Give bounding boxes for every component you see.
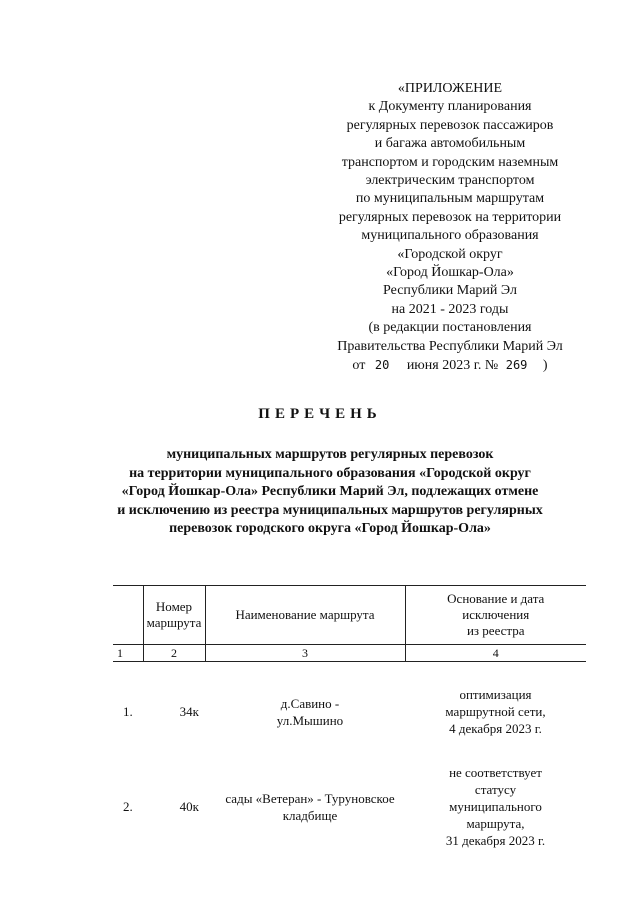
route-number: 40к: [179, 799, 199, 814]
date-day: 20: [374, 358, 390, 373]
appendix-line: регулярных перевозок пассажиров: [346, 117, 554, 133]
route-number: 34к: [179, 704, 199, 719]
appendix-date-line: [300, 356, 600, 375]
table-row: [113, 662, 586, 738]
appendix-line: Республики Марий Эл: [383, 283, 517, 299]
column-number: 4: [405, 645, 586, 662]
routes-table: [113, 585, 586, 849]
appendix-line: муниципального образования: [361, 228, 539, 244]
column-number: 1: [113, 645, 143, 662]
table-row: [113, 737, 586, 849]
subtitle-line: «Город Йошкар-Ола» Республики Марий Эл, подлежащих отмене: [121, 484, 539, 500]
column-number: 3: [205, 645, 405, 662]
subtitle-line: муниципальных маршрутов регулярных перевозок: [166, 447, 494, 462]
document-number: 269: [505, 358, 528, 373]
column-number-row: [113, 645, 586, 662]
date-suffix: ): [542, 358, 548, 374]
appendix-line: «Город Йошкар-Ола»: [386, 265, 514, 281]
appendix-line: электрическим транспортом: [365, 173, 535, 189]
exclusion-reason: не соответствует статусу муниципального маршрута, 31 декабря 2023 г.: [445, 765, 546, 848]
row-index: 2.: [123, 799, 133, 814]
subtitle-line: перевозок городского округа «Город Йошкар-Ола»: [169, 521, 491, 537]
document-subtitle: [80, 446, 580, 539]
appendix-line: на 2021 - 2023 годы: [391, 301, 509, 317]
appendix-line: Правительства Республики Марий Эл: [337, 338, 563, 354]
subtitle-line: на территории муниципального образования «Городской округ: [129, 465, 531, 481]
date-prefix: от: [352, 358, 366, 374]
header-index: [113, 586, 143, 645]
table-header-row: [113, 586, 586, 645]
document-heading: ПЕРЕЧЕНЬ: [258, 406, 382, 422]
header-route-name: Наименование маршрута: [205, 586, 405, 645]
appendix-line: по муниципальным маршрутам: [355, 191, 545, 207]
appendix-line: (в редакции постановления: [368, 320, 532, 336]
appendix-line: «ПРИЛОЖЕНИЕ: [397, 81, 503, 96]
column-number: 2: [143, 645, 205, 662]
row-index: 1.: [123, 704, 133, 719]
date-mid: июня 2023 г. №: [406, 358, 499, 374]
appendix-block: [300, 80, 600, 376]
appendix-line: регулярных перевозок на территории: [338, 209, 562, 225]
route-name: д.Савино - ул.Мышино: [276, 695, 344, 728]
subtitle-line: и исключению из реестра муниципальных маршрутов регулярных: [117, 502, 543, 518]
route-name: сады «Ветеран» - Туруновское кладбище: [225, 790, 395, 823]
header-reason: Основание и дата исключения из реестра: [405, 586, 586, 645]
exclusion-reason: оптимизация маршрутной сети, 4 декабря 2023 г.: [445, 687, 546, 736]
appendix-line: к Документу планирования: [368, 99, 532, 115]
appendix-line: «Городской округ: [397, 246, 503, 262]
header-route-number: Номер маршрута: [143, 586, 205, 645]
appendix-line: и багажа автомобильным: [374, 136, 526, 152]
appendix-line: транспортом и городским наземным: [341, 154, 559, 170]
